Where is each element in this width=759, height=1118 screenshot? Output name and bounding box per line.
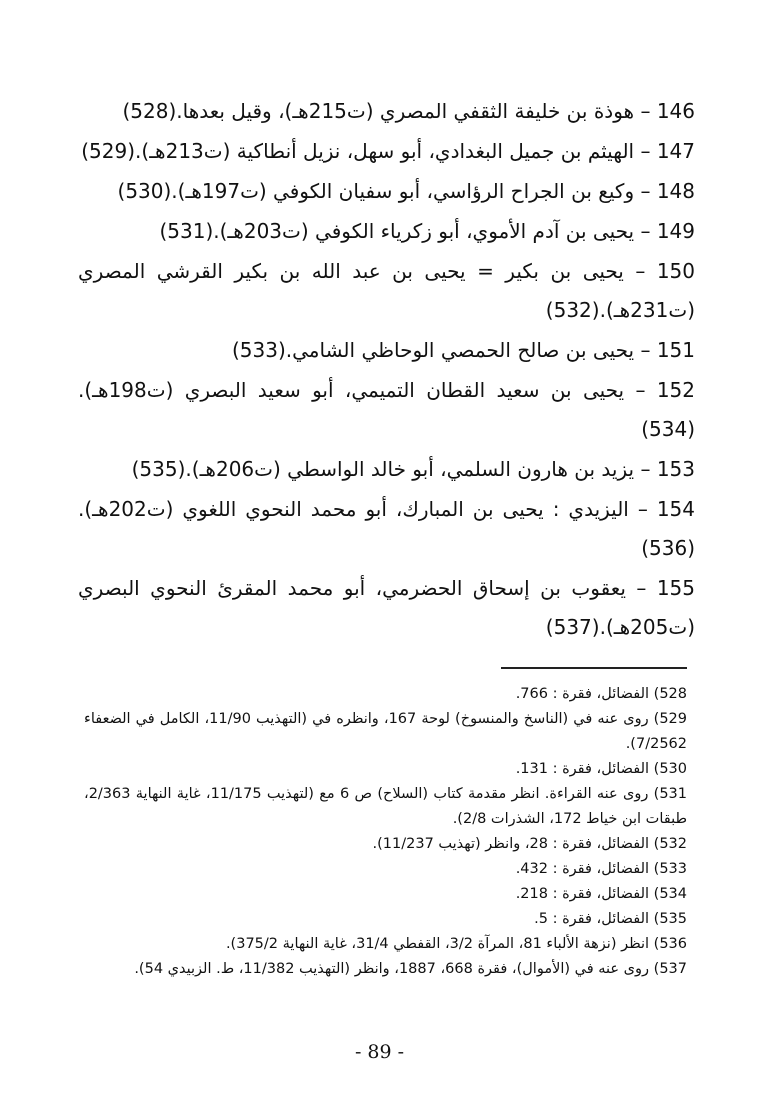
entry-147: 147 – الهيثم بن جميل البغدادي، أبو سهل، نزيل أنطاكية (ت213هـ).(529) bbox=[81, 139, 695, 163]
footnote-533: 533) الفضائل، فقرة : 432. bbox=[515, 861, 687, 877]
footnote-separator bbox=[501, 667, 687, 669]
footnote-528: 528) الفضائل، فقرة : 766. bbox=[515, 686, 687, 702]
entry-146: 146 – هوذة بن خليفة الثقفي المصري (ت215هـ)، وقيل بعدها.(528) bbox=[122, 99, 695, 123]
footnote-530: 530) الفضائل، فقرة : 131. bbox=[515, 761, 687, 777]
footnotes bbox=[84, 682, 687, 982]
entry-148: 148 – وكيع بن الجراح الرؤاسي، أبو سفيان الكوفي (ت197هـ).(530) bbox=[117, 179, 695, 203]
entry-152: 152 – يحيى بن سعيد القطان التميمي، أبو سعيد البصري (ت198هـ).(534) bbox=[78, 378, 695, 441]
entry-155: 155 – يعقوب بن إسحاق الحضرمي، أبو محمد المقرئ النحوي البصري (ت205هـ).(537) bbox=[78, 576, 695, 639]
footnote-537: 537) روى عنه في (الأموال)، فقرة 668، 1887، وانظر (التهذيب 11/382، ط. الزبيدي 54). bbox=[134, 961, 687, 977]
entry-154: 154 – اليزيدي : يحيى بن المبارك، أبو محمد النحوي اللغوي (ت202هـ).(536) bbox=[78, 497, 695, 560]
biography-entries bbox=[78, 92, 695, 648]
entry-153: 153 – يزيد بن هارون السلمي، أبو خالد الواسطي (ت206هـ).(535) bbox=[131, 457, 695, 481]
entry-149: 149 – يحيى بن آدم الأموي، أبو زكرياء الكوفي (ت203هـ).(531) bbox=[159, 219, 695, 243]
footnote-529: 529) روى عنه في (الناسخ والمنسوخ) لوحة 167، وانظره في (التهذيب 11/90، الكامل في الضعفاء 7/2562). bbox=[84, 711, 688, 752]
entry-150: 150 – يحيى بن بكير = يحيى بن عبد الله بن بكير القرشي المصري (ت231هـ).(532) bbox=[78, 259, 695, 322]
entry-151: 151 – يحيى بن صالح الحمصي الوحاظي الشامي.(533) bbox=[231, 338, 695, 362]
footnote-531: 531) روى عنه القراءة. انظر مقدمة كتاب (السلاح) ص 6 مع (لتهذيب 11/175، غاية النهاية 2/363، طبقات ابن خياط 172، الشذرات 2/8). bbox=[84, 786, 687, 827]
footnote-536: 536) انظر (نزهة الألباء 81، المرآة 3/2، القفطي 31/4، غاية النهاية 375/2). bbox=[225, 936, 687, 952]
page-number: - 89 - bbox=[354, 1041, 405, 1063]
footnote-535: 535) الفضائل، فقرة : 5. bbox=[534, 911, 687, 927]
footnote-534: 534) الفضائل، فقرة : 218. bbox=[515, 886, 687, 902]
footnote-532: 532) الفضائل، فقرة : 28، وانظر (تهذيب 11/237). bbox=[372, 836, 687, 852]
